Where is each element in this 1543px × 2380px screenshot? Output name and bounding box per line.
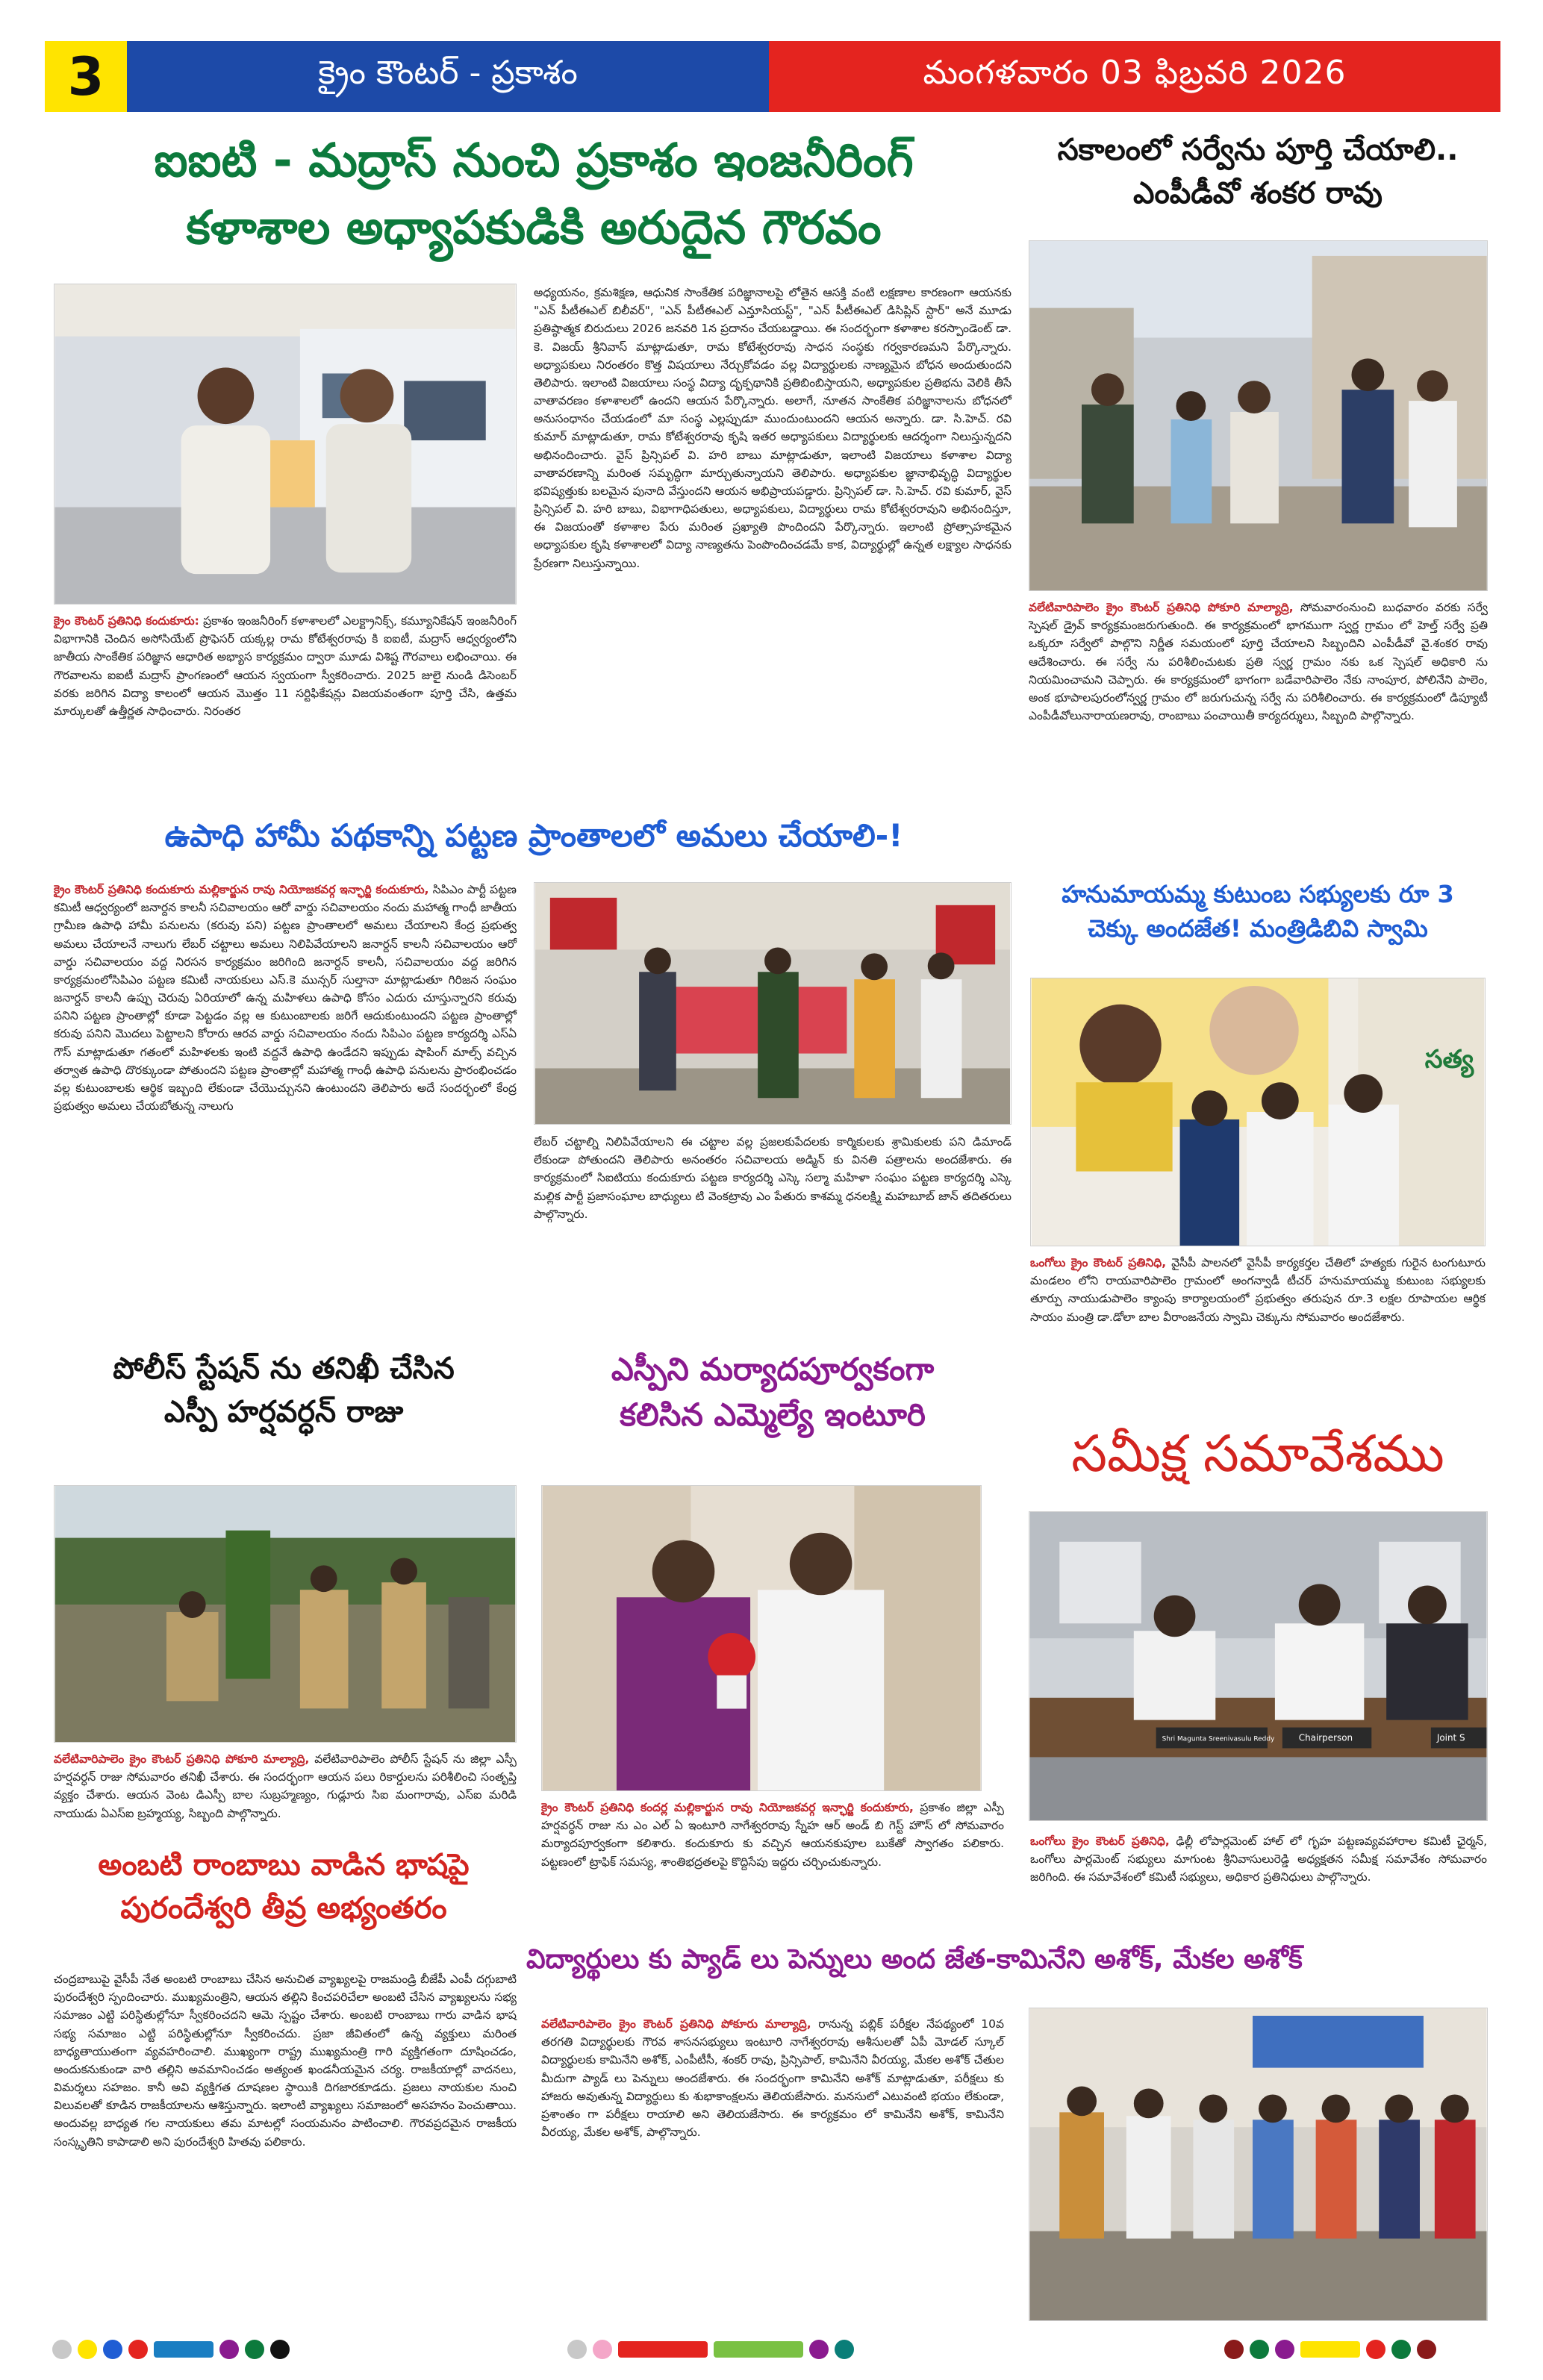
footer-dot <box>103 2340 122 2359</box>
story3-text-left: సిపిఎం పార్టీ పట్టణ కమిటీ ఆధ్వర్యంలో జనార్దన కాలనీ సచివాలయం ఆరో వార్డు సచివాలయం నందు మహాత్మ గాంధీ జాతీయ గ్రామీణ ఉపాధి హామీ పనులను (కరువు పని) పట్టణ ప్రాంతాలలో అమలు చేయాలని కేంద్ర ప్రభుత్వ అమలు చేయాలనే నాలుగు లేబర్ చట్టాలు అమలు నిలిపివేయాలని జనార్దన్ కాలనీ సచివాలయం ఆరో వార్డు సచివాలయం వద్ద నిరసన కార్యక్రమం జరిగింది జనార్దన్ కాలనీ, సచివాలయం వద్ద జరిగిన కార్యక్రమంలోసిపిఎం పట్టణ కమిటీ నాయకులు ఎస్.కె మున్సర్ సుల్తానా మాట్లాడుతూ గిరిజన సంఘం జనార్దన్ కాలనీ ఉప్పు చెరువు ఏరియాలో ఉన్న మహిళలు ఉపాధి కోసం ఎదురు చూస్తున్నారని కరువు పనిని పట్టణ ప్రాంతాల్లో కూడా పెట్టడం వల్ల ఆ కుటుంబాలకు జరిగే ఆదుకుంటుందని పట్టణ ప్రాంతాల్లో కరువు పనిని మొదలు పెట్టాలని కోరారు ఆరవ వార్డు సచివాలయం నందు సిపిఎం పట్టణ కార్యదర్శి ఎస్ఏ గౌస్ మాట్లాడుతూ గతంలో మహిళలకు ఇంటి వద్దనే ఉపాధి ఉండేదని ఇప్పుడు షాపింగ్ మాల్స్ వచ్చిన తర్వాత ఉపాధి దొరక్కుండా పోతుందని పట్టణ ప్రాంతాల్లో మహాత్మ గాంధీ ఉపాధి పనులను ప్రారంభించడం వల్ల కుటుంబాలకు ఆర్థిక ఇబ్బంది లేకుండా చేయొచ్చునని ఉంటుందని తెలిపారు అదే సందర్భంలో కేంద్ర ప్రభుత్వం అమలు చేయబోతున్న నాలుగు <box>54 883 517 1114</box>
story4-text: వైసీపీ పాలనలో వైసీపీ కార్యకర్తల చేతిలో హత్యకు గురైన టంగుటూరు మండలం లోని రాయవారిపాలెం గ్రామంలో అంగన్వాడీ టీచర్ హనుమాయమ్మ కుటుంబ సభ్యులకు తూర్పు నాయుడుపాలెం క్యాంపు కార్యాలయంలో ప్రభుత్వం తరుపున రూ.3 లక్షల రూపాయల ఆర్థిక సాయం మంత్రి డా.డోలా బాల వీరాంజనేయ స్వామి చెక్కును సోమవారం అందజేశారు. <box>1030 1256 1486 1324</box>
story3-body-left <box>54 881 517 1115</box>
footer-dot <box>219 2340 239 2359</box>
footer-bar <box>618 2341 708 2358</box>
footer-dots-left <box>52 2340 290 2359</box>
footer-dots-middle <box>567 2340 854 2359</box>
story7-headline: సమీక్ష సమావేశము <box>1071 1425 1444 1484</box>
footer-dot <box>52 2340 72 2359</box>
footer-dot <box>1417 2340 1436 2359</box>
story1-lead: క్రైం కౌంటర్ ప్రతినిధి కందుకూరు: <box>54 614 199 628</box>
story7-photo <box>1029 1511 1488 1821</box>
story4-lead: ఒంగోలు క్రైం కౌంటర్ ప్రతినిధి, <box>1030 1256 1167 1269</box>
story1-headline-line2: కళాశాల అధ్యాపకుడికి అరుదైన గౌరవం <box>186 199 882 254</box>
story4-headline <box>1026 877 1489 946</box>
story7-lead: ఒంగోలు క్రైం కౌంటర్ ప్రతినిధి, <box>1030 1834 1170 1848</box>
story3-body-right: లేబర్ చట్టాల్ని నిలిపివేయాలని ఈ చట్టాల వల్ల ప్రజలకుపేదలకు కార్మికులకు శ్రామికులకు పని డిమాండ్ లేకుండా పోతుందని తెలిపారు అనంతరం సచివాలయ అడ్మిన్ కు వినతి పత్రాలను అందజేశారు. ఈ కార్యక్రమంలో సిఐటియు కందుకూరు పట్టణ కార్యదర్శి ఎస్కె సల్మా మహిళా సంఘం పట్టణ కార్యదర్శి ఎస్కె మల్లిక పార్టీ ప్రజాసంఘాల బాధ్యులు టి వెంకట్రావు ఎం పేతురు కాశమ్మ ధనలక్ష్మి మహబూబ్ జాన్ తదితరులు పాల్గొన్నారు. <box>534 1135 1011 1221</box>
footer-bar <box>714 2341 803 2358</box>
story2-body <box>1029 599 1488 725</box>
footer-dot <box>1275 2340 1294 2359</box>
masthead <box>45 41 1500 112</box>
story7-body <box>1030 1832 1487 1887</box>
story2-lead: వలేటివారిపాలెం క్రైం కౌంటర్ ప్రతినిధి పోకూరి మాల్యాద్రి, <box>1029 601 1294 614</box>
story5-photo <box>54 1485 517 1743</box>
mla-greets-sp-photo <box>542 1486 981 1790</box>
story1-body-right: అధ్యయనం, క్రమశిక్షణ, ఆధునిక సాంకేతిక పరిజ్ఞానాలపై లోతైన ఆసక్తి వంటి లక్షణాల కారణంగా ఆయనకు "ఎన్ పీటీఈఎల్ బిలీవర్", "ఎన్ పీటీఈఎల్ ఎన్తూసియస్ట్", "ఎన్ పీటీఈఎల్ డిసిప్లిన్ స్టార్" అనే మూడు ప్రతిష్ఠాత్మక బిరుదులు 2026 జనవరి 1న ప్రదానం చేయబడ్డాయి. ఈ సందర్భంగా కళాశాల కరస్పాండెంట్ డా. కె. విజయ్ శ్రీనివాస్ మాట్లాడుతూ, రామ కోటేశ్వరరావు సాధన సంస్థకు గర్వకారణమని పేర్కొన్నారు. అధ్యాపకులు నిరంతరం కొత్త విషయాలు నేర్చుకోవడం వల్ల విద్యార్థులకు నాణ్యమైన బోధన అందుతుందని తెలిపారు. ఇలాంటి విజయాలు సంస్థ విద్యా దృక్పథానికి ప్రతిబింబిస్తాయని, అధ్యాపకుల ప్రతిభను వెలికి తీసే వాతావరణం కళాశాలలో ఉందని ఆయన పేర్కొన్నారు. అలాగే, నూతన సాంకేతిక పరిజ్ఞానాలను బోధనలో అనుసంధానం చేయడంలో మా సంస్థ ఎల్లప్పుడూ ముందుంటుందని ఆయన అన్నారు. డా. సి.హెచ్. రవి కుమార్ మాట్లాడుతూ, రామ కోటేశ్వరరావు కృషి ఇతర అధ్యాపకులు విద్యార్థులకు ఆదర్శంగా నిలుస్తున్నదని అభినందించారు. వైస్ ప్రిన్సిపల్ వి. హరి బాబు మాట్లాడుతూ, ఇలాంటి విజయాలు కళాశాల విద్యా వాతావరణాన్ని మరింత సమృద్ధిగా మార్చుతున్నాయని తెలిపారు. అధ్యాపకుల జ్ఞానాభివృద్ధి విద్యార్థుల భవిష్యత్తుకు బలమైన పునాది వేస్తుందని ఆయన అభిప్రాయపడ్డారు. ప్రిన్సిపల్ డా. సి.హెచ్. రవి కుమార్, వైస్ ప్రిన్సిపల్ వి. హరి బాబు, విభాగాధిపతులు, అధ్యాపకులు, విద్యార్థులు రామ కోటేశ్వరరావుని అభినందిస్తూ, ఈ విజయంతో కళాశాల పేరు మరింత ప్రఖ్యాతి పొందిందని పేర్కొన్నారు. ఇలాంటి ప్రోత్సాహకమైన అధ్యాపకుల కృషి కళాశాలలో విద్యా నాణ్యతను పెంపొందించడమే కాక, విద్యార్థుల్లో ఉన్నత లక్ష్యాల సాధనకు ప్రేరణగా నిలుస్తున్నాయి. <box>534 286 1011 570</box>
story4-body <box>1030 1254 1486 1326</box>
footer-dot <box>245 2340 264 2359</box>
footer-dots-right <box>1224 2340 1436 2359</box>
protest-photo <box>534 883 1011 1124</box>
nameplate-joint: Joint S <box>1436 1732 1465 1743</box>
nameplate-chairperson: Chairperson <box>1298 1732 1353 1743</box>
paper-title: క్రైం కౌంటర్ - ప్రకాశం <box>127 41 769 112</box>
footer-dot <box>1391 2340 1411 2359</box>
footer-dot <box>78 2340 97 2359</box>
story3-headline: ఉపాధి హామీ పథకాన్ని పట్టణ ప్రాంతాలలో అమలు చేయాలి-! <box>164 817 903 854</box>
footer-bar <box>1300 2341 1360 2358</box>
story2-photo <box>1029 240 1488 591</box>
story1-body-left <box>54 612 517 720</box>
footer-dot <box>593 2340 612 2359</box>
story6-headline-line2: కలిసిన ఎమ్మెల్యే ఇంటూరి <box>620 1396 926 1433</box>
students-distribution-photo <box>1029 2008 1487 2320</box>
story6-headline-line1: ఎస్పీని మర్యాదపూర్వకంగా <box>611 1351 935 1387</box>
story8-headline <box>52 1843 515 1930</box>
footer-dot <box>1250 2340 1269 2359</box>
committee-meeting-photo <box>1029 1512 1487 1820</box>
story4-headline-line2: చెక్కు అందజేత! మంత్రిడిబివి స్వామి <box>1088 914 1428 943</box>
photo-banner-text: సత్య <box>1424 1044 1474 1074</box>
survey-street-photo <box>1029 241 1487 590</box>
page-number: 3 <box>45 41 127 112</box>
tree-planting-photo <box>54 1486 516 1742</box>
story1-text-left: ప్రకాశం ఇంజనీరింగ్ కళాశాలలో ఎలక్ట్రానిక్స్, కమ్యూనికేషన్ ఇంజనీరింగ్ విభాగానికి చెందిన అసోసియేట్ ప్రొఫెసర్ యక్కల్ల రామ కోటేశ్వరరావు కి ఐఐటీ, మద్రాస్ ఆధ్వర్యంలోని జాతీయ సాంకేతిక పరిజ్ఞాన ఆధారిత అభ్యాస కార్యక్రమం ద్వారా మూడు విశిష్ట గౌరవాలు లభించాయి. ఈ గౌరవాలను ఐఐటీ మద్రాస్ ప్రాంగణంలో ఆయన స్వయంగా స్వీకరించారు. 2025 జులై నుండి డిసెంబర్ వరకు జరిగిన విద్యా కాలంలో ఆయన మొత్తం 11 సర్టిఫికేషన్లు విజయవంతంగా పూర్తి చేసి, ఉత్తమ మార్కులతో ఉత్తీర్ణత సాధించారు. నిరంతర <box>54 614 517 718</box>
nameplate-chair-name: Shri Magunta Sreenivasulu Reddy <box>1162 1735 1275 1743</box>
story7-text: ఢిల్లీ లోపార్లమెంట్ హాల్ లో గృహ పట్టణవ్యవహారాల కమిటీ ఛైర్మన్, ఒంగోలు పార్లమెంట్ సభ్యులు మాగుంట శ్రీనివాసులురెడ్డి అధ్యక్షతన సమీక్ష సమావేశం సోమవారం జరిగింది. ఈ సమావేశంలో కమిటీ సభ్యులు, అధికార ప్రతినిధులు పాల్గొన్నారు. <box>1030 1834 1487 1884</box>
story5-body <box>54 1750 517 1823</box>
story5-headline-line2: ఎస్పీ హర్షవర్ధన్ రాజు <box>163 1395 404 1429</box>
footer-dot <box>835 2340 854 2359</box>
story1-headline-line1: ఐఐటి - మద్రాస్ నుంచి ప్రకాశం ఇంజనీరింగ్ <box>154 133 914 187</box>
story9-text: రానున్న పబ్లిక్ పరీక్షల నేపథ్యంలో 10వ తరగతి విద్యార్థులకు గౌరవ శాసనసభ్యులు ఇంటూరి నాగేశ్వరరావు ఆశీసులతో ఏపీ మోడల్ స్కూల్ విద్యార్థులకు కామినేని అశోక్, ఎంపీటీసీ, శంకర్ రావు, ప్రిన్సిపాల్, కామినేని వీరయ్య, మేకల అశోక్ చేతుల మీదుగా ప్యాడ్ లు పెన్నులు అందజేశారు. ఈ సందర్భంగా కామినేని అశోక్ మాట్లాడుతూ, పరీక్షలు కు హాజరు అవుతున్న విద్యార్థులు కు శుభాకాంక్షలను తెలియజేసారు. మనసులో ఎటువంటి భయం లేకుండా, ప్రశాంతం గా పరీక్షలు రాయాలి అని తెలియజేసారు. ఈ కార్యక్రమం లో కామినేని అశోక్, కామినేని వీరయ్య, మేకల అశోక్, పాల్గొన్నారు. <box>541 2017 1004 2140</box>
story9-headline: విద్యార్థులు కు ప్యాడ్ లు పెన్నులు అంద జేత-కామినేని అశోక్, మేకల అశోక్ <box>526 1944 1303 1975</box>
issue-date: మంగళవారం 03 ఫిబ్రవరి 2026 <box>769 41 1500 112</box>
story2-headline-line1: సకాలంలో సర్వేను పూర్తి చేయాలి.. <box>1057 133 1459 167</box>
story9-body <box>541 2015 1004 2141</box>
footer-dot <box>567 2340 587 2359</box>
story9-lead: వలేటివారిపాలెం క్రైం కౌంటర్ ప్రతినిధి పోకూరు మాల్యాద్రి, <box>541 2017 811 2031</box>
story3-photo <box>534 882 1011 1125</box>
story8-body: చంద్రబాబుపై వైసీపీ నేత అంబటి రాంబాబు చేసిన అనుచిత వ్యాఖ్యలపై రాజమండ్రి బీజేపీ ఎంపీ దగ్గుబాటి పురందేశ్వరి స్పందించారు. ముఖ్యమంత్రిని, ఆయన తల్లిని కించపరిచేలా అంబటి చేసిన వ్యాఖ్యలను సభ్య సమాజం ఎట్టి పరిస్థితుల్లోనూ స్వీకరించదని ఆమె స్పష్టం చేశారు. అంబటి రాంబాబు గారు వాడిన భాష సభ్య సమాజం ఎట్టి పరిస్థితుల్లోనూ స్వీకరించదు. ప్రజా జీవితంలో ఉన్న వ్యక్తులు మరింత బాధ్యతాయుతంగా వ్యవహరించాలి. ముఖ్యంగా రాష్ట్ర ముఖ్యమంత్రి గారి వ్యక్తిగతంగా దూషించడం, అందుకనుకుండా వారి తల్లిని అవమానించడం అత్యంత ఖండనీయమైన చర్య. రాజకీయాల్లో వాదనలు, విమర్శలు సహజం. కానీ అవి వ్యక్తిగత దూషణల స్థాయికి దిగజారకూడదు. ప్రజలు నాయకుల నుంచి విలువలతో కూడిన రాజకీయాలను ఆశిస్తున్నారు. ఇలాంటి వ్యాఖ్యలు సమాజంలో అసహనం పెంచుతాయి. అందువల్ల బాధ్యత గల నాయకులు తమ మాటల్లో సంయమనం పాటించాలి. గౌరవప్రదమైన రాజకీయ సంస్కృతిని కాపాడాలి అని పురందేశ్వరి హితవు పలికారు. <box>54 1973 517 2149</box>
footer-dot <box>1224 2340 1244 2359</box>
footer-dot <box>270 2340 290 2359</box>
award-handover-photo <box>54 284 516 604</box>
story9-photo <box>1029 2008 1488 2321</box>
cheque-handover-photo <box>1031 978 1485 1246</box>
story1-photo <box>54 284 517 605</box>
story6-text: ప్రకాశం జిల్లా ఎస్పీ హర్షవర్ధన్ రాజు ను ఎం ఎల్ ఏ ఇంటూరి నాగేశ్వరరావు స్నేహ ఆర్ అండ్ బి గెస్ట్ హౌస్ లో సోమవారం మర్యాదపూర్వకంగా కలిశారు. కందుకూరు కు వచ్చిన ఆయనకుపూల బుకేతో స్వాగతం పలికారు. పట్టణంలో ట్రాఫిక్ సమస్య, శాంతిభద్రతలపై కొద్దిసేపు ఇద్దరు చర్చించుకున్నారు. <box>541 1801 1004 1869</box>
story6-body <box>541 1799 1004 1871</box>
story5-headline <box>52 1347 515 1434</box>
story2-text: సోమవారంనుంచి బుధవారం వరకు సర్వే స్పెషల్ డ్రైవ్ కార్యక్రమంజరుగుతుంది. ఈ కార్యక్రమంలో భాగముగా స్వర్ణ గ్రామం లో హెల్త్ సర్వే ప్రతి ఒక్కరూ సర్వేలో పాల్గొని నిర్ణీత సమయంలో పూర్తి చేయాలని సిబ్బందిని ఎంపీడీవో వై.శంకర రావు ఆదేశించారు. ఈ సర్వే ను పరిశీలించుటకు ప్రతి స్వర్ణ గ్రామం నకు ఒక స్పెషల్ అధికారి ను నియమించామని చెప్పారు. ఈ కార్యక్రమంలో భాగంగా బడేవారిపాలెం నేకు నాంపూర, పోలినేని పాలెం, అంక భూపాలపురంలోన్వర్ణ గ్రామం లో జరుగుచున్న సర్వే ను పరిశీలించారు. ఈ కార్యక్రమంలో డిప్యూటీ ఎంపీడీవోలునారాయణరావు, రాంబాబు పంచాయితీ కార్యదర్శులు, సిబ్బంది పాల్గొన్నారు. <box>1029 601 1488 723</box>
story4-headline-line1: హనుమాయమ్మ కుటుంబ సభ్యులకు రూ 3 <box>1062 880 1454 908</box>
story4-photo <box>1030 978 1486 1246</box>
footer-dot <box>128 2340 148 2359</box>
footer-dot <box>809 2340 829 2359</box>
story6-photo <box>541 1485 982 1791</box>
story2-headline <box>1026 128 1489 215</box>
story6-lead: క్రైం కౌంటర్ ప్రతినిధి కందర్ల మల్లికార్జున రావు నియోజకవర్గ ఇన్ఛార్జి కందుకూరు, <box>541 1801 914 1814</box>
story2-headline-line2: ఎంపీడీవో శంకర రావు <box>1133 176 1383 210</box>
story8-headline-line1: అంబటి రాంబాబు వాడిన భాషపై <box>98 1848 470 1882</box>
story1-headline <box>52 127 1015 261</box>
footer-bar <box>154 2341 213 2358</box>
footer-dot <box>1366 2340 1385 2359</box>
story3-lead: క్రైం కౌంటర్ ప్రతినిధి కందుకూరు మల్లికార్జున రావు నియోజకవర్గ ఇన్ఛార్జి కందుకూరు, <box>54 883 429 896</box>
story5-text: వలేటివారిపాలెం పోలీస్ స్టేషన్ ను జిల్లా ఎస్పీ హర్షవర్ధన్ రాజు సోమవారం తనిఖీ చేశారు. ఈ సందర్భంగా ఆయన పలు రికార్డులను పరిశీలించి సంతృప్తి వ్యక్తం చేశారు. ఆయన వెంట డిఎస్పీ బాల సుబ్రహ్మణ్యం, గుడ్లూరు సిఐ మంగారావు, ఎస్ఐ మరిడి నాయుడు ఏఎస్ఐ బ్రహ్మయ్య, సిబ్బంది పాల్గొన్నారు. <box>54 1752 517 1820</box>
story5-headline-line1: పోలీస్ స్టేషన్ ను తనిఖీ చేసిన <box>113 1352 455 1386</box>
story8-headline-line2: పురందేశ్వరి తీవ్ర అభ్యంతరం <box>120 1891 447 1925</box>
story5-lead: వలేటివారిపాలెం క్రైం కౌంటర్ ప్రతినిధి పోకూరి మాల్యాద్రి, <box>54 1752 310 1766</box>
story6-headline <box>530 1347 1015 1438</box>
